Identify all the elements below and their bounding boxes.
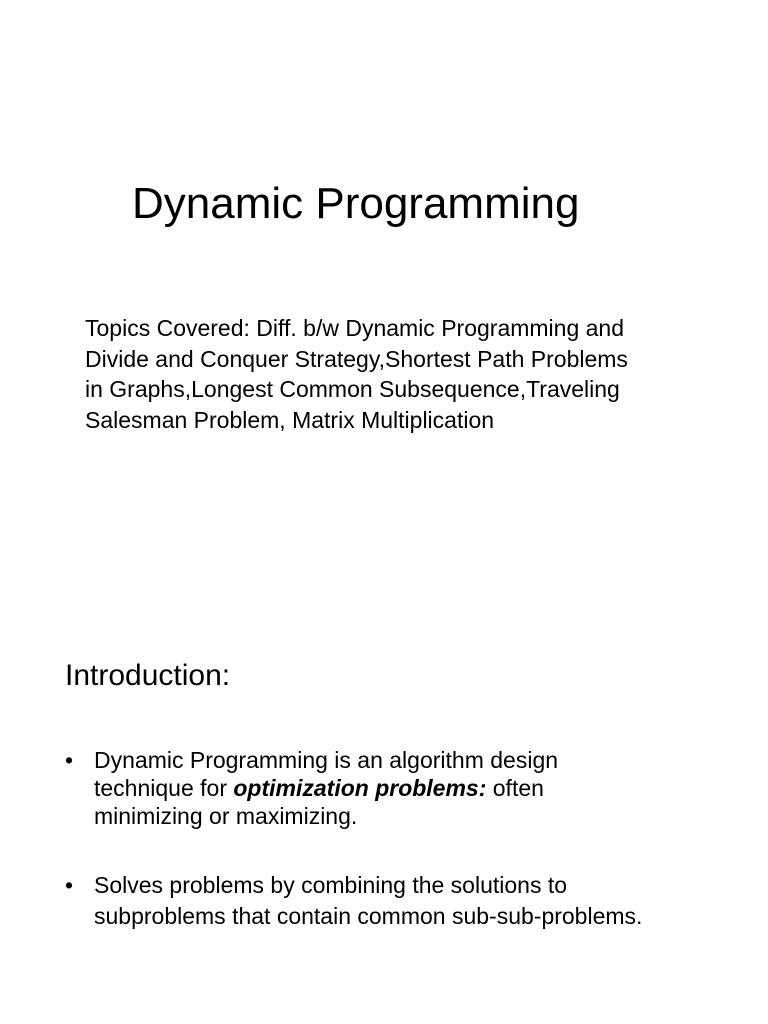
topics-line: in Graphs,Longest Common Subsequence,Traveling	[85, 376, 620, 402]
introduction-heading: Introduction:	[65, 659, 231, 692]
topics-line: Divide and Conquer Strategy,Shortest Path Problems	[85, 345, 628, 372]
topics-line: Salesman Problem, Matrix Multiplication	[85, 406, 495, 433]
emphasized-term: optimization problems:	[233, 775, 487, 801]
bullet-text-segment: technique for	[94, 775, 234, 801]
bullet-text	[94, 746, 558, 830]
bullet-text-segment: often	[486, 775, 544, 801]
bullet-line: subproblems that contain common sub-sub-problems.	[94, 903, 643, 929]
bullet-line: Dynamic Programming is an algorithm design	[94, 747, 559, 773]
slide-title: Dynamic Programming	[132, 179, 580, 228]
bullet-marker: •	[65, 747, 74, 773]
topics-line: Topics Covered: Diff. b/w Dynamic Programming and	[85, 315, 625, 341]
topics-covered-paragraph	[85, 313, 725, 435]
bullet-line: Solves problems by combining the solutions to	[94, 872, 568, 898]
bullet-line	[94, 774, 558, 802]
bullet-marker: •	[65, 872, 74, 898]
bullet-text	[94, 870, 642, 932]
bullet-line: minimizing or maximizing.	[94, 803, 358, 829]
